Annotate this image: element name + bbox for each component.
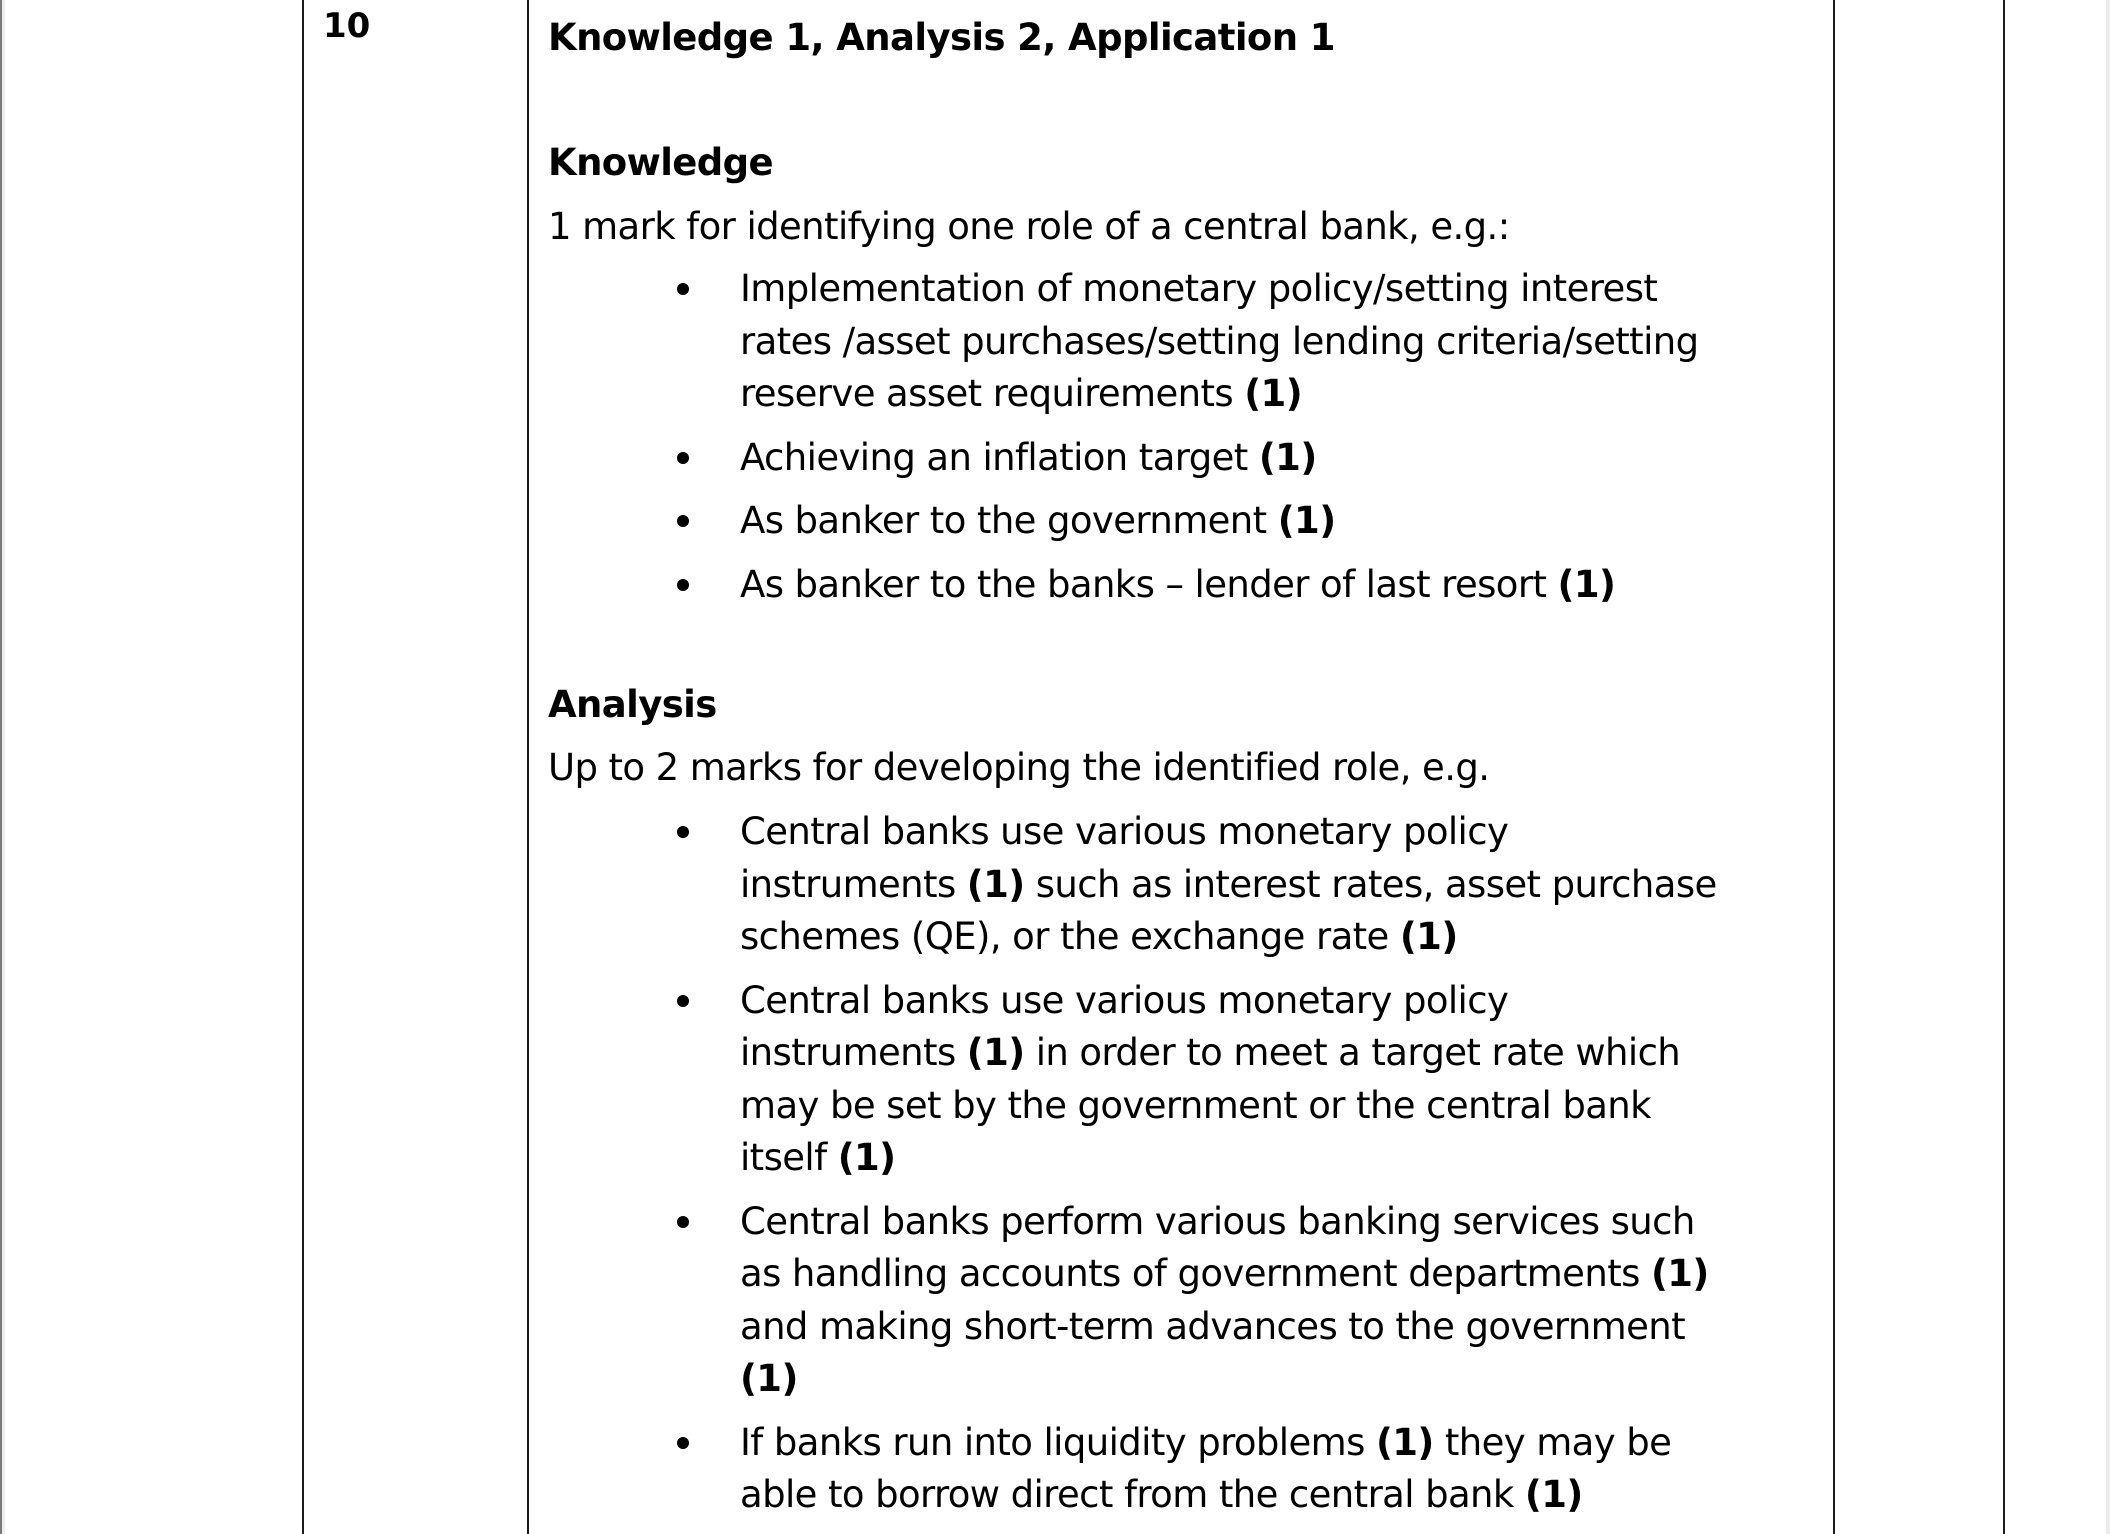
analysis-intro: Up to 2 marks for developing the identified role, e.g.	[548, 746, 1490, 789]
table-border-marks-right	[2003, 0, 2005, 1534]
mark-value: (1)	[1258, 435, 1317, 479]
analysis-bullet-line	[740, 1027, 1680, 1079]
bullet-text: and making short-term advances to the government	[740, 1304, 1686, 1348]
table-border-answer-left	[527, 0, 529, 1534]
bullet-text: in order to meet a target rate which	[1024, 1031, 1681, 1074]
mark-value: (1)	[966, 1031, 1025, 1074]
bullet-text: as handling accounts of government departments	[740, 1252, 1651, 1295]
mark-value: (1)	[1375, 1420, 1434, 1464]
analysis-bullet-line	[740, 975, 1508, 1027]
knowledge-bullet-line	[740, 316, 1699, 368]
analysis-bullet-line	[740, 1080, 1651, 1132]
bullet-text: such as interest rates, asset purchase	[1024, 862, 1717, 906]
mark-value: (1)	[1650, 1252, 1709, 1295]
marks-summary: Knowledge 1, Analysis 2, Application 1	[548, 16, 1335, 59]
question-number: 10	[323, 6, 371, 46]
bullet-text: able to borrow direct from the central bank	[740, 1473, 1525, 1516]
bullet-text: schemes (QE), or the exchange rate	[740, 915, 1400, 958]
knowledge-bullet-line	[740, 263, 1657, 315]
bullet-icon	[677, 995, 689, 1007]
bullet-text: If banks run into liquidity problems	[740, 1420, 1376, 1464]
bullet-text: may be set by the government or the central bank	[740, 1083, 1651, 1127]
analysis-bullet-line	[740, 1196, 1695, 1248]
knowledge-bullet-line	[740, 368, 1302, 420]
bullet-icon	[677, 826, 689, 838]
bullet-text: instruments	[740, 862, 967, 906]
bullet-text: rates /asset purchases/setting lending criteria/setting	[740, 319, 1699, 363]
table-border-question-left	[302, 0, 304, 1534]
bullet-text: they may be	[1433, 1420, 1672, 1464]
analysis-heading: Analysis	[548, 683, 717, 726]
analysis-bullet-line	[740, 1248, 1709, 1300]
knowledge-heading: Knowledge	[548, 141, 774, 184]
mark-value: (1)	[1557, 562, 1616, 606]
analysis-bullet-line	[740, 1132, 895, 1184]
bullet-icon	[677, 452, 689, 464]
bullet-text: As banker to the banks – lender of last resort	[740, 562, 1547, 606]
page-edge-shade-left	[2, 0, 5, 1534]
analysis-bullet-line	[740, 806, 1508, 858]
knowledge-bullet-line	[740, 495, 1336, 547]
bullet-text: Central banks use various monetary policy	[740, 978, 1509, 1022]
knowledge-bullet-line	[740, 432, 1317, 484]
bullet-text: Central banks perform various banking services such	[740, 1199, 1695, 1243]
knowledge-intro: 1 mark for identifying one role of a central bank, e.g.:	[548, 205, 1510, 248]
bullet-icon	[677, 515, 689, 527]
bullet-text: As banker to the government	[740, 499, 1267, 542]
mark-value: (1)	[966, 862, 1025, 906]
analysis-bullet-line	[740, 1301, 1685, 1353]
bullet-text: Central banks use various monetary policy	[740, 810, 1509, 853]
table-border-answer-right	[1833, 0, 1835, 1534]
analysis-bullet-line	[740, 859, 1717, 911]
bullet-text: reserve asset requirements	[740, 372, 1234, 415]
page-edge-shade-right	[2106, 0, 2110, 1534]
mark-value: (1)	[1277, 499, 1336, 542]
bullet-text: Achieving an inflation target	[740, 435, 1248, 479]
bullet-icon	[677, 283, 689, 295]
analysis-bullet-line	[740, 911, 1458, 963]
mark-value: (1)	[740, 1357, 798, 1400]
mark-value: (1)	[837, 1136, 896, 1179]
mark-value: (1)	[1524, 1473, 1583, 1516]
bullet-icon	[677, 579, 689, 591]
bullet-icon	[677, 1437, 689, 1449]
mark-value: (1)	[1244, 372, 1303, 415]
analysis-bullet-line	[740, 1417, 1671, 1469]
bullet-text: itself	[740, 1136, 838, 1179]
bullet-text: Implementation of monetary policy/setting interest	[740, 267, 1658, 310]
analysis-bullet-line	[740, 1469, 1583, 1521]
analysis-bullet-line	[740, 1353, 798, 1405]
knowledge-bullet-line	[740, 559, 1615, 611]
bullet-icon	[677, 1216, 689, 1228]
bullet-text: instruments	[740, 1031, 967, 1074]
mark-value: (1)	[1399, 915, 1458, 958]
